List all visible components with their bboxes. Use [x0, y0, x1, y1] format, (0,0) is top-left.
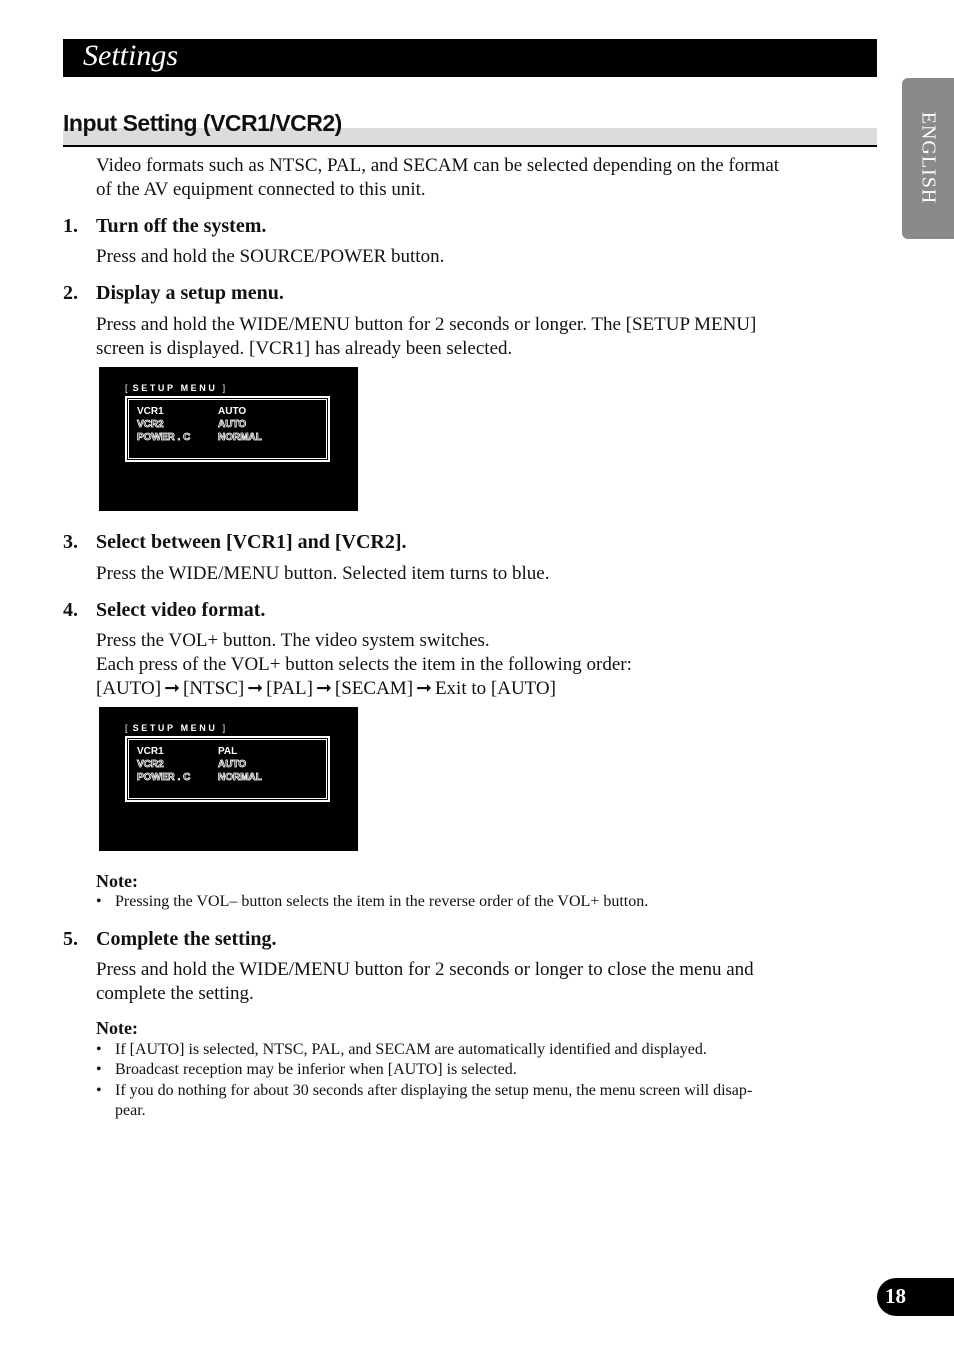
menu-row-vcr2: VCR2 AUTO	[137, 759, 247, 770]
step-title-text: Select between [VCR1] and [VCR2].	[96, 531, 407, 553]
step-number: 1.	[63, 215, 78, 237]
screen-title: [ SETUP MENU ]	[125, 383, 226, 393]
step-number: 2.	[63, 282, 78, 304]
language-tab	[902, 78, 954, 239]
bullet-icon: •	[96, 1041, 102, 1058]
step-body-line: Each press of the VOL+ button selects the item in the following order:	[96, 654, 632, 675]
step-3-title	[63, 530, 407, 554]
setup-menu-screen-1	[99, 367, 358, 511]
step-body-line: complete the setting.	[96, 983, 254, 1004]
setup-menu-screen-2	[99, 707, 358, 851]
arrow-icon: ➞	[416, 678, 432, 699]
step-1-body	[96, 245, 846, 269]
page-header-bar	[63, 39, 877, 77]
page-title: Settings	[83, 39, 178, 72]
page-number-tab	[877, 1278, 954, 1316]
language-label: ENGLISH	[917, 111, 940, 205]
step-title-text: Select video format.	[96, 599, 266, 621]
screen-title: [ SETUP MENU ]	[125, 723, 226, 733]
step-2-title	[63, 281, 284, 305]
order-sequence: [AUTO] ➞ [NTSC] ➞ [PAL] ➞ [SECAM] ➞ Exit to [AUTO]	[96, 678, 556, 699]
intro-line: Video formats such as NTSC, PAL, and SECAM can be selected depending on the format	[96, 155, 780, 176]
menu-row-vcr2: VCR2 AUTO	[137, 419, 247, 430]
step-body-line: Press and hold the WIDE/MENU button for 2 seconds or longer. The [SETUP MENU]	[96, 314, 757, 335]
note-bullet: • If you do nothing for about 30 seconds after displaying the setup menu, the menu screen will disap- pear.	[96, 1082, 753, 1119]
page-number: 18	[885, 1284, 906, 1308]
arrow-icon: ➞	[164, 678, 181, 699]
step-5-title	[63, 927, 277, 951]
arrow-icon: ➞	[247, 678, 264, 699]
step-body-line: screen is displayed. [VCR1] has already been selected.	[96, 338, 513, 359]
step-number: 4.	[63, 599, 78, 621]
step-1-title	[63, 214, 266, 238]
intro-line: of the AV equipment connected to this unit.	[96, 179, 426, 200]
step-title-text: Display a setup menu.	[96, 282, 284, 304]
step-4-body	[96, 629, 846, 701]
step-title-text: Turn off the system.	[96, 215, 267, 237]
menu-row-power: POWER . C NORMAL	[137, 772, 262, 783]
bullet-icon: •	[96, 893, 102, 910]
intro-paragraph	[96, 154, 846, 202]
note-bullet: • Broadcast reception may be inferior when [AUTO] is selected.	[96, 1061, 517, 1078]
step-number: 5.	[63, 928, 78, 950]
bullet-icon: •	[96, 1061, 102, 1078]
menu-row-power: POWER . C NORMAL	[137, 432, 262, 443]
step-4-title	[63, 598, 265, 622]
bullet-icon: •	[96, 1082, 102, 1099]
step-body-line: Press and hold the WIDE/MENU button for 2 seconds or longer to close the menu and	[96, 959, 754, 980]
step-number: 3.	[63, 531, 78, 553]
step-body-line: Press the WIDE/MENU button. Selected item turns to blue.	[96, 563, 550, 584]
step-title-text: Complete the setting.	[96, 928, 277, 950]
section-title: Input Setting (VCR1/VCR2)	[63, 110, 342, 136]
arrow-icon: ➞	[315, 678, 332, 699]
note-bullet: • Pressing the VOL– button selects the item in the reverse order of the VOL+ button.	[96, 893, 649, 910]
note-bullet: • If [AUTO] is selected, NTSC, PAL, and SECAM are automatically identified and displayed.	[96, 1041, 707, 1058]
step-body-line: Press and hold the SOURCE/POWER button.	[96, 246, 445, 267]
note-heading: Note:	[96, 1018, 138, 1038]
menu-row-vcr1: VCR1 AUTO	[137, 406, 247, 417]
menu-row-vcr1: VCR1 PAL	[137, 746, 238, 757]
section-heading-rule	[63, 145, 877, 147]
step-5-body	[96, 958, 846, 1006]
step-3-body	[96, 562, 846, 586]
step-2-body	[96, 313, 846, 361]
note-heading: Note:	[96, 871, 138, 891]
step-body-line: Press the VOL+ button. The video system switches.	[96, 630, 490, 651]
